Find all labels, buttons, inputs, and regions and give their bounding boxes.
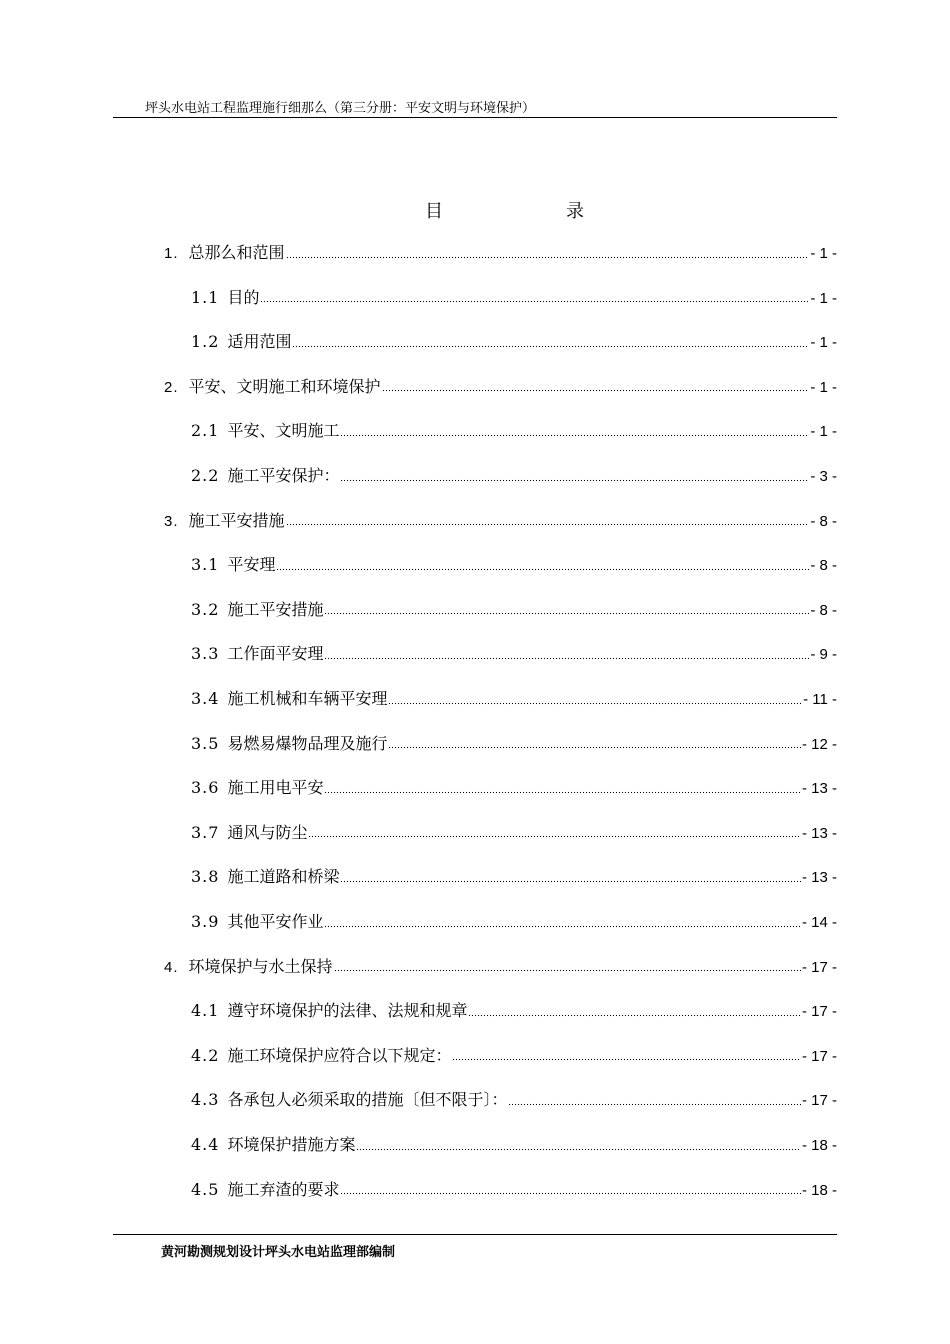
toc-entry-number: 1. <box>164 245 179 262</box>
toc-entry[interactable] <box>164 242 837 264</box>
toc-entry-number: 3.3 <box>191 644 220 664</box>
toc-entry-number: 1.1 <box>191 287 220 307</box>
toc-entry-page: - 1 - <box>810 245 837 262</box>
toc-entry-page: - 9 - <box>810 646 837 664</box>
toc-entry-page: - 14 - <box>801 914 837 931</box>
page-footer <box>113 1234 837 1260</box>
toc-entry[interactable] <box>164 956 837 978</box>
toc-dot-leader <box>388 746 801 750</box>
toc-entry-title: 平安、文明施工 <box>227 421 340 441</box>
toc-dot-leader <box>324 612 809 616</box>
toc-entry-number: 2.2 <box>191 466 220 485</box>
toc-entry-page: - 1 - <box>810 378 837 396</box>
toc-entry[interactable] <box>191 643 837 665</box>
toc-entry-page: - 8 - <box>810 601 837 619</box>
toc-dot-leader <box>334 969 801 973</box>
toc-entry[interactable] <box>191 733 837 755</box>
toc-entry[interactable] <box>191 287 837 309</box>
toc-entry-title: 施工平安措施 <box>188 510 285 530</box>
toc-entry-title: 环境保护措施方案 <box>227 1135 356 1154</box>
toc-entry[interactable] <box>191 777 837 799</box>
toc-dot-leader <box>468 1013 801 1017</box>
toc-entry[interactable] <box>191 866 837 888</box>
toc-entry-number: 3.1 <box>191 555 220 575</box>
toc-entry-number: 3.7 <box>191 822 220 842</box>
toc-entry-page: - 12 - <box>801 735 837 753</box>
toc-entry-number: 3.5 <box>191 733 220 753</box>
toc-entry-title: 施工弃渣的要求 <box>227 1179 340 1199</box>
toc-entry[interactable] <box>191 1089 837 1111</box>
toc-entry-page: - 1 - <box>810 423 837 441</box>
toc-entry-title: 平安理 <box>227 555 276 575</box>
toc-entry-number: 2. <box>164 378 179 396</box>
toc-entry-title: 施工用电平安 <box>227 778 324 798</box>
toc-dot-leader <box>356 1147 801 1151</box>
toc-entry-title: 遵守环境保护的法律、法规和规章 <box>227 1001 468 1021</box>
toc-entry[interactable] <box>191 1045 837 1067</box>
toc-entry-page: - 17 - <box>801 1047 837 1065</box>
toc-entry-number: 1.2 <box>191 332 220 352</box>
toc-entry-page: - 11 - <box>803 691 837 708</box>
toc-entry-page: - 3 - <box>810 468 837 485</box>
toc-entry[interactable] <box>191 465 837 487</box>
toc-entry-title: 施工平安保护： <box>227 466 340 485</box>
toc-entry[interactable] <box>164 510 837 532</box>
toc-title-char-2: 录 <box>566 201 584 222</box>
page-header <box>113 100 837 118</box>
toc-dot-leader <box>452 1058 801 1062</box>
toc-entry-title: 通风与防尘 <box>227 822 308 842</box>
toc-title-char-1: 目 <box>425 201 443 222</box>
toc-entry-title: 各承包人必须采取的措施〔但不限于〕： <box>227 1090 508 1110</box>
toc-dot-leader <box>508 1102 801 1106</box>
toc-entry-number: 3.8 <box>191 867 220 887</box>
toc-dot-leader <box>324 656 809 660</box>
toc-entry-number: 2.1 <box>191 421 220 441</box>
toc-entry-title: 工作面平安理 <box>227 644 324 664</box>
toc-entry-number: 4.2 <box>191 1045 220 1065</box>
toc-entry[interactable] <box>191 688 837 710</box>
toc-entry-title: 施工平安措施 <box>227 599 324 619</box>
toc-entry-title: 施工环境保护应符合以下规定： <box>227 1045 452 1065</box>
toc-dot-leader <box>276 567 809 571</box>
toc-entry[interactable] <box>191 599 837 621</box>
toc-dot-leader <box>324 924 801 928</box>
header-text: 坪头水电站工程监理施行细那么（第三分册：平安文明与环境保护） <box>145 101 536 116</box>
toc-entry[interactable] <box>191 1000 837 1022</box>
toc-entry-number: 4.4 <box>191 1135 220 1154</box>
toc-entry-title: 易燃易爆物品理及施行 <box>227 733 388 753</box>
toc-entry[interactable] <box>191 822 837 844</box>
toc-entry-page: - 8 - <box>810 512 837 530</box>
toc-entry-page: - 17 - <box>801 958 837 976</box>
toc-dot-leader <box>324 790 801 794</box>
toc-entry-page: - 18 - <box>801 1181 837 1199</box>
toc-dot-leader <box>286 523 810 527</box>
toc-dot-leader <box>308 835 801 839</box>
toc-entry-title: 其他平安作业 <box>227 912 324 931</box>
toc-entry-page: - 1 - <box>810 289 837 307</box>
toc-entry-page: - 17 - <box>801 1003 837 1021</box>
footer-text: 黄河勘测规划设计坪头水电站监理部编制 <box>161 1245 396 1260</box>
toc-entry-page: - 13 - <box>801 869 837 887</box>
toc-dot-leader <box>340 1192 801 1196</box>
toc-entry-title: 平安、文明施工和环境保护 <box>188 376 381 396</box>
toc-entry[interactable] <box>191 331 837 353</box>
toc-dot-leader <box>382 389 810 393</box>
toc-dot-leader <box>260 300 809 304</box>
toc-entry-number: 3. <box>164 512 179 530</box>
toc-dot-leader <box>388 701 802 705</box>
toc-entry[interactable] <box>191 911 837 933</box>
toc-entry-page: - 13 - <box>801 780 837 798</box>
toc-entry-number: 4.1 <box>191 1001 220 1021</box>
toc-entry-number: 3.2 <box>191 599 220 619</box>
toc-entry-title: 目的 <box>227 287 260 307</box>
toc-entry[interactable] <box>191 1134 837 1156</box>
toc-entry-title: 施工道路和桥梁 <box>227 867 340 887</box>
toc-entry[interactable] <box>191 554 837 576</box>
toc-dot-leader <box>286 255 810 259</box>
toc-entry[interactable] <box>164 376 837 398</box>
toc-entry-title: 总那么和范围 <box>188 243 285 262</box>
toc-entry-number: 4.5 <box>191 1179 220 1199</box>
toc-entry-number: 3.6 <box>191 778 220 798</box>
toc-entry-title: 施工机械和车辆平安理 <box>227 689 388 708</box>
toc-entry-page: - 17 - <box>801 1092 837 1110</box>
toc-dot-leader <box>340 879 801 883</box>
toc-entry-page: - 13 - <box>801 824 837 842</box>
toc-dot-leader <box>292 344 809 348</box>
toc-entry-number: 4. <box>164 958 179 976</box>
toc-entry-title: 适用范围 <box>227 332 292 352</box>
toc-entry[interactable] <box>191 1179 837 1201</box>
toc-dot-leader <box>340 478 809 482</box>
toc-entry-page: - 18 - <box>801 1137 837 1154</box>
toc-dot-leader <box>340 433 809 437</box>
toc-entry-page: - 8 - <box>810 557 837 575</box>
toc-entry-title: 环境保护与水土保持 <box>188 956 333 976</box>
toc-entry-page: - 1 - <box>810 334 837 352</box>
toc-entry[interactable] <box>191 420 837 442</box>
toc-entry-number: 4.3 <box>191 1090 220 1110</box>
toc-entry-number: 3.4 <box>191 689 220 708</box>
toc-entry-number: 3.9 <box>191 912 220 931</box>
